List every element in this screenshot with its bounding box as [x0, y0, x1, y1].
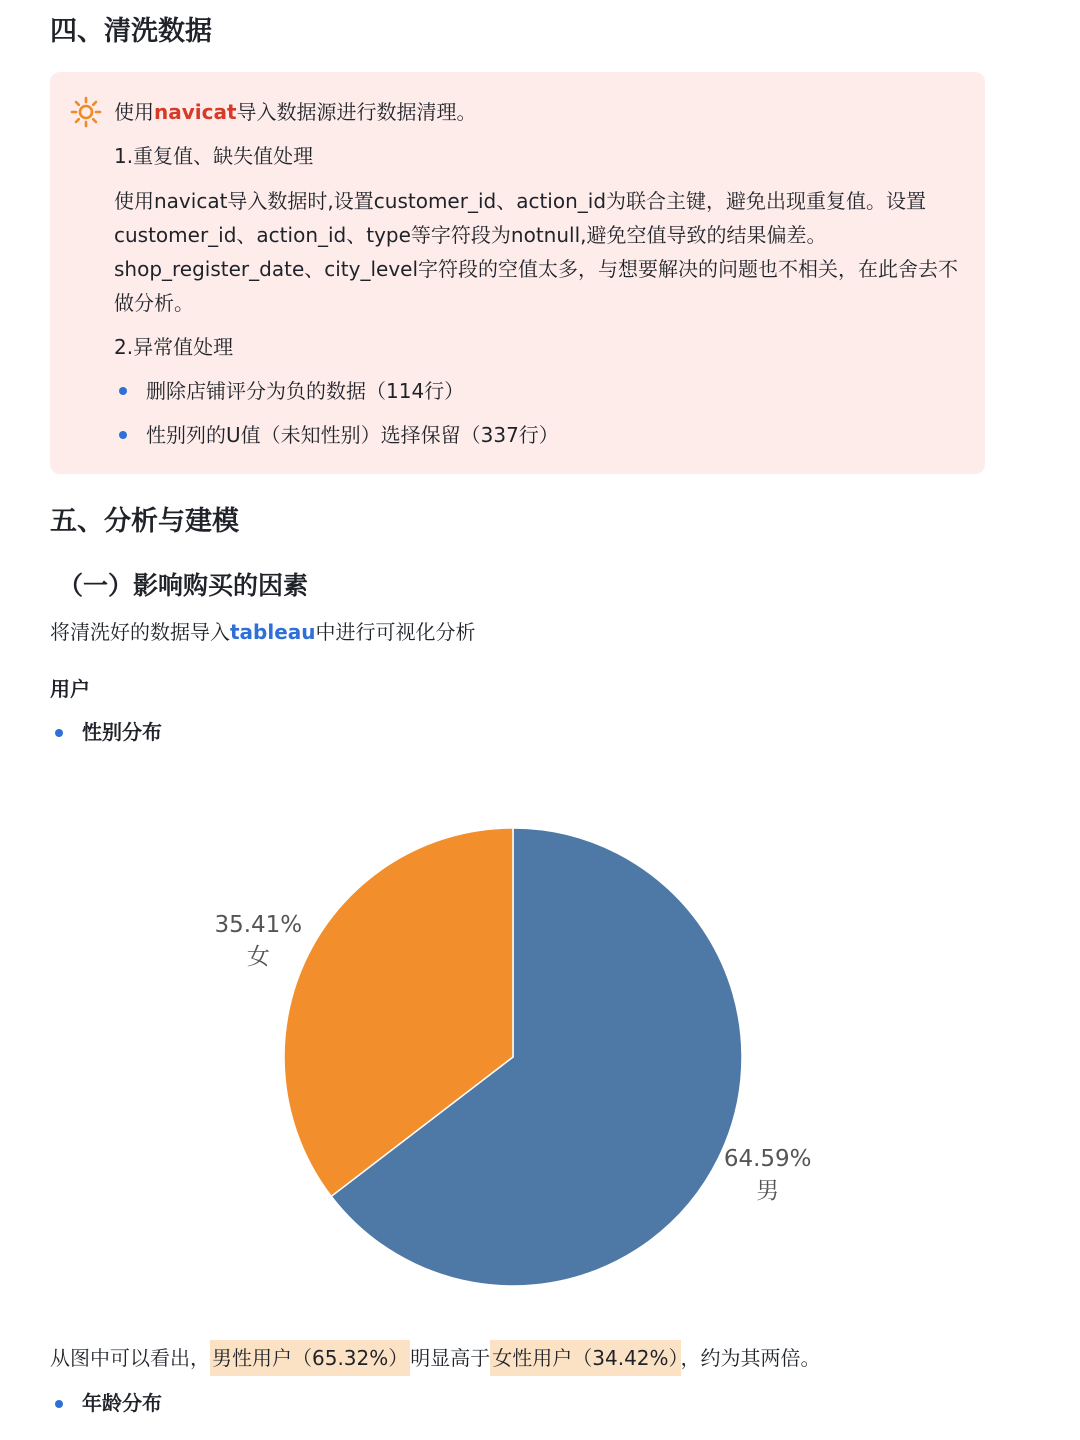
- tableau-intro: [50, 617, 476, 647]
- subsection-title: （一）影响购买的因素: [58, 571, 309, 600]
- bullet-dot: [119, 431, 127, 439]
- female-highlight: 女性用户（34.42%）: [490, 1340, 680, 1376]
- bullet-dot: [55, 1400, 63, 1408]
- callout-intro-suffix: 导入数据源进行数据清理。: [236, 100, 477, 124]
- group-heading-user: 用户: [50, 677, 90, 701]
- bullet-age: 年龄分布: [82, 1391, 162, 1415]
- tableau-highlight: tableau: [230, 620, 316, 644]
- sun-icon: [70, 96, 102, 128]
- list-item: 性别列的U值（未知性别）选择保留（337行）: [146, 423, 559, 447]
- section-title-analysis: 五、分析与建模: [50, 506, 239, 537]
- pie-category-label: 女: [246, 944, 270, 971]
- bullet-dot: [119, 387, 127, 395]
- pie-percent-label: 35.41%: [214, 912, 303, 939]
- summary-mid: 明显高于: [410, 1346, 491, 1370]
- bullet-dot: [55, 729, 63, 737]
- bullet-gender: 性别分布: [82, 720, 162, 744]
- navicat-highlight: navicat: [154, 100, 237, 124]
- callout-intro: [114, 95, 477, 129]
- pie-category-label: 男: [756, 1177, 780, 1204]
- intro-suffix: 中进行可视化分析: [315, 620, 476, 644]
- callout-intro-prefix: 使用: [114, 100, 154, 124]
- male-highlight: 男性用户（65.32%）: [210, 1340, 410, 1376]
- sub1-title: 1.重复值、缺失值处理: [114, 144, 314, 168]
- list-item: 删除店铺评分为负的数据（114行）: [146, 379, 465, 403]
- section-title-cleaning: 四、清洗数据: [50, 16, 212, 47]
- gender-pie-chart: [0, 760, 1080, 1320]
- summary-suffix: ，约为其两倍。: [680, 1346, 821, 1370]
- summary-prefix: 从图中可以看出，: [50, 1346, 210, 1370]
- intro-prefix: 将清洗好的数据导入: [50, 620, 230, 644]
- gender-summary: [50, 1343, 821, 1373]
- sub1-body: 使用navicat导入数据时,设置customer_id、action_id为联合主键，避免出现重复值。设置customer_id、action_id、type等字符段为notnull,避免空值导致的结果偏差。shop_register_date、city_level字符段的空值太多，与想要解决的问题也不相关，在此舍去不做分析。: [114, 189, 959, 315]
- pie-percent-label: 64.59%: [723, 1145, 812, 1172]
- sub2-title: 2.异常值处理: [114, 335, 234, 359]
